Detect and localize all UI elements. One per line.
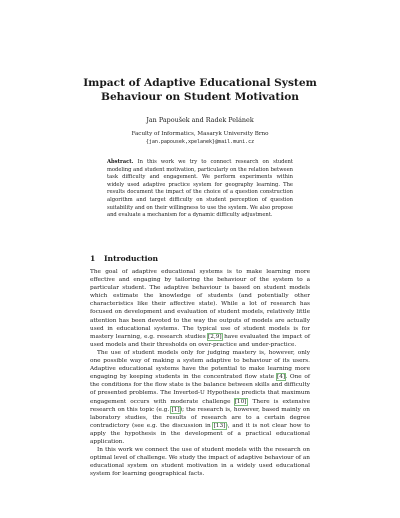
- section-body: [90, 268, 310, 478]
- citation-link[interactable]: [13]: [213, 422, 226, 429]
- paper-authors: Jan Papoušek and Radek Pelánek: [146, 116, 254, 124]
- author-email: {jan.papousek,xpelanek}@mail.muni.cz: [145, 138, 255, 145]
- paper-affiliation: [60, 131, 340, 146]
- citation-link[interactable]: [1]: [171, 406, 180, 413]
- paragraph-2-part-a: The use of student models only for judging mastery is, however, only one possible way of making a system adaptive to behaviour of its users. Adaptive educational systems have the potential to make learning more engaging by keeping students in the concentrated flow state: [90, 349, 310, 381]
- section-heading: [90, 254, 158, 264]
- section-number: 1: [90, 254, 96, 263]
- abstract-label: Abstract.: [107, 159, 134, 165]
- paragraph-2-part-e: ), and it is not clear how to apply the hypothesis in the development of a practical educational application.: [90, 422, 310, 445]
- citation-link[interactable]: [4]: [276, 374, 286, 381]
- section-title: Introduction: [104, 254, 159, 263]
- paragraph-2: [90, 349, 310, 446]
- paragraph-1: [90, 268, 310, 349]
- abstract: [107, 159, 293, 220]
- paragraph-3: In this work we connect the use of student models with the research on optimal level of challenge. We study the impact of adaptive behaviour of an educational system on student motivation in a widely used educational system for learning geographical facts.: [90, 447, 310, 478]
- citation-link[interactable]: [2,9]: [208, 333, 222, 340]
- abstract-text: In this work we try to connect research on student modeling and student motivation, particularly on the relation between task difficulty and engagement. We perform experiments within widely used adaptive practice system for geography learning. The results document the impact of the choice of a question construction algorithm and target difficulty on student perception of question suitability and on their willingness to use the system. We also propose and evaluate a mechanism for a dynamic difficulty adjustment.: [107, 159, 293, 219]
- paragraph-1-tail: have evaluated the impact of used models and their thresholds on over-practice and under-practice.: [90, 333, 310, 348]
- citation-link[interactable]: [10]: [234, 398, 247, 405]
- affiliation-text: Faculty of Informatics, Masaryk University Brno: [131, 131, 269, 137]
- paper-title: Impact of Adaptive Educational System Behaviour on Student Motivation: [83, 77, 317, 103]
- paragraph-2-part-d: ); the research is, however, based mainly on laboratory studies, the results of research are to a certain degree contradictory (see e.g. the discussion in: [90, 406, 310, 429]
- paragraph-2-part-b: . One of the conditions for the flow state is the balance between skills and difficulty of presented problems. The Inverted-U Hypothesis predicts that maximum engagement occurs with moderate challenge: [90, 374, 310, 405]
- paragraph-1-text: The goal of adaptive educational systems is to make learning more effective and engaging by tailoring the behaviour of the system to a particular student. The adaptive behaviour is based on student models which estimate the knowledge of students (and potentially other characteristics like their affective state). While a lot of research has focused on development and evaluation of student models, relatively little attention has been devoted to the way the outputs of models are actually used in educational systems. The typical use of student models is for mastery learning, e.g. research studies: [90, 269, 310, 340]
- paragraph-2-part-c: . There is extensive research on this topic (e.g.: [90, 398, 310, 413]
